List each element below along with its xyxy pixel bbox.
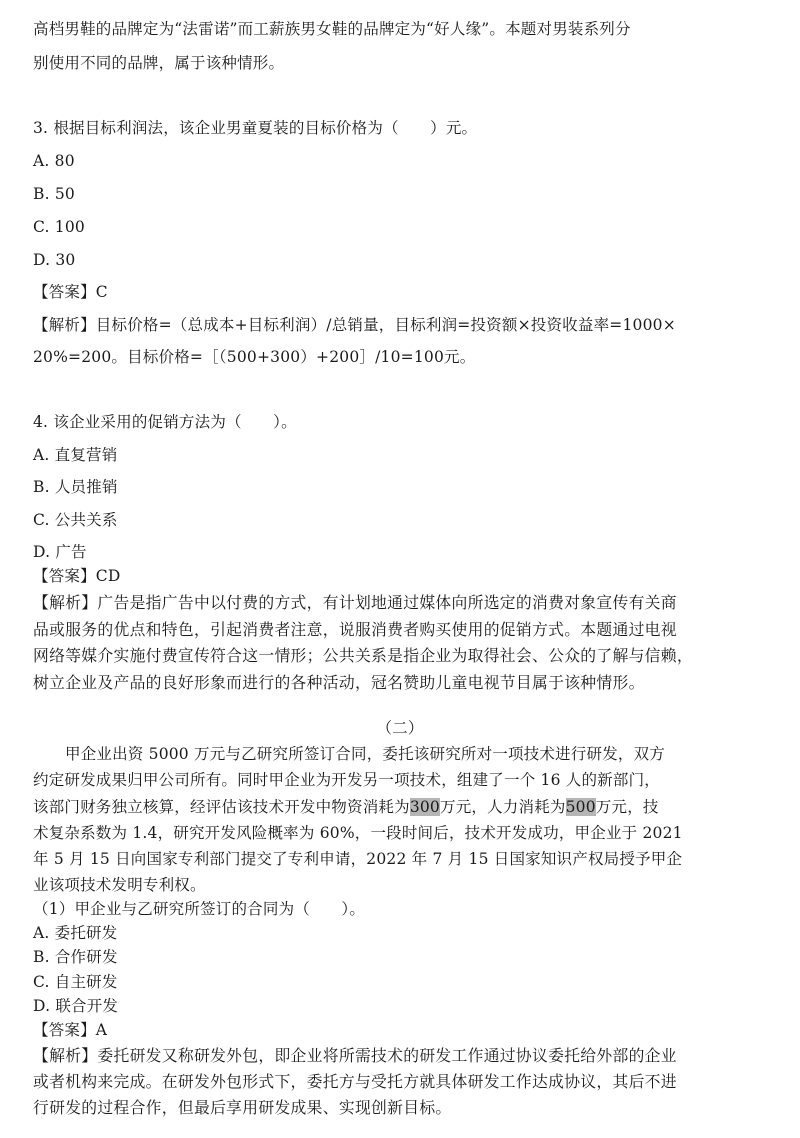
s2-q1-option-a: A. 委托研发 bbox=[33, 924, 118, 942]
q4-analysis-line-3: 网络等媒介实施付费宣传符合这一情形；公共关系是指企业为取得社会、公众的了解与信赖， bbox=[33, 646, 693, 665]
q3-answer: 【答案】C bbox=[33, 283, 108, 301]
q3-option-d: D. 30 bbox=[33, 251, 76, 269]
s2-q1-analysis-line-2: 或者机构来完成。在研发外包形式下，委托方与受托方就具体研发工作达成协议，其后不进 bbox=[33, 1072, 677, 1091]
case-paragraph-line-4: 术复杂系数为 1.4，研究开发风险概率为 60%，一段时间后，技术开发成功，甲企业于 2021 bbox=[33, 824, 683, 842]
case-paragraph-line-3 bbox=[33, 796, 659, 818]
q4-option-a: A. 直复营销 bbox=[33, 446, 118, 464]
q4-analysis-line-1: 【解析】广告是指广告中以付费的方式，有计划地通过媒体向所选定的消费对象宣传有关商 bbox=[33, 593, 677, 612]
q4-analysis-line-2: 品或服务的优点和特色，引起消费者注意，说服消费者购买使用的促销方式。本题通过电视 bbox=[33, 620, 677, 639]
s2-q1-option-c: C. 自主研发 bbox=[33, 973, 118, 991]
case-paragraph-text: 万元，人力消耗为 bbox=[440, 798, 566, 816]
q4-answer: 【答案】CD bbox=[33, 567, 121, 585]
s2-q1-answer: 【答案】A bbox=[33, 1021, 108, 1039]
q4-option-d: D. 广告 bbox=[33, 543, 87, 561]
section-heading: （二） bbox=[376, 719, 424, 737]
highlight-labor-cost: 500 bbox=[565, 798, 596, 816]
case-paragraph-text: 万元，技 bbox=[595, 798, 659, 816]
q3-option-b: B. 50 bbox=[33, 185, 75, 203]
s2-q1-option-b: B. 合作研发 bbox=[33, 948, 118, 966]
case-paragraph-line-5: 年 5 月 15 日向国家专利部门提交了专利申请，2022 年 7 月 15 日国家知识产权局授予甲企 bbox=[33, 850, 683, 868]
q3-option-c: C. 100 bbox=[33, 218, 85, 236]
q3-stem: 3. 根据目标利润法，该企业男童夏装的目标价格为（ ）元。 bbox=[33, 119, 478, 137]
case-paragraph-line-2: 约定研发成果归甲公司所有。同时甲企业为开发另一项技术，组建了一个 16 人的新部门， bbox=[33, 771, 660, 789]
case-paragraph-text: 该部门财务独立核算，经评估该技术开发中物资消耗为 bbox=[33, 798, 410, 816]
case-paragraph-line-1: 甲企业出资 5000 万元与乙研究所签订合同，委托该研究所对一项技术进行研发，双方 bbox=[65, 745, 666, 763]
case-paragraph-line-6: 业该项技术发明专利权。 bbox=[33, 876, 206, 894]
s2-q1-stem: （1）甲企业与乙研究所签订的合同为（ ）。 bbox=[33, 900, 366, 918]
q3-option-a: A. 80 bbox=[33, 152, 75, 170]
q4-stem: 4. 该企业采用的促销方法为（ ）。 bbox=[33, 413, 297, 431]
q3-analysis-line-1: 【解析】目标价格=（总成本+目标利润）/总销量，目标利润=投资额×投资收益率=1000× bbox=[33, 316, 676, 334]
s2-q1-analysis-line-3: 行研发的过程合作，但最后享用研发成果、实现创新目标。 bbox=[33, 1098, 452, 1117]
s2-q1-option-d: D. 联合开发 bbox=[33, 997, 119, 1015]
intro-line-2: 别使用不同的品牌，属于该种情形。 bbox=[33, 54, 285, 72]
intro-line-1: 高档男鞋的品牌定为“法雷诺”而工薪族男女鞋的品牌定为“好人缘”。本题对男装系列分 bbox=[33, 20, 631, 38]
highlight-material-cost: 300 bbox=[409, 798, 440, 816]
q3-analysis-line-2: 20%=200。目标价格=［（500+300）+200］/10=100元。 bbox=[33, 348, 476, 366]
q4-analysis-line-4: 树立企业及产品的良好形象而进行的各种活动，冠名赞助儿童电视节目属于该种情形。 bbox=[33, 673, 645, 692]
q4-option-c: C. 公共关系 bbox=[33, 511, 118, 529]
s2-q1-analysis-line-1: 【解析】委托研发又称研发外包，即企业将所需技术的研发工作通过协议委托给外部的企业 bbox=[33, 1046, 677, 1065]
q4-option-b: B. 人员推销 bbox=[33, 478, 118, 496]
